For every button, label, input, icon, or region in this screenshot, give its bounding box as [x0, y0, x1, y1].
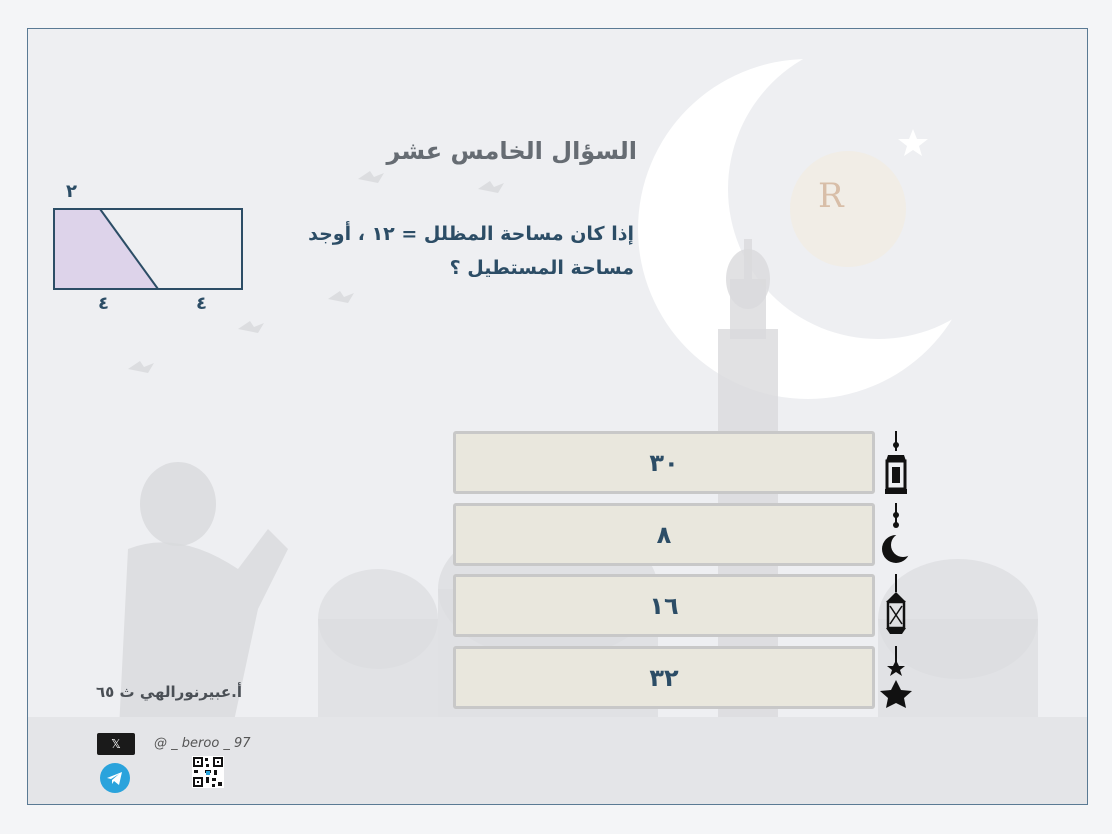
slide-frame	[27, 28, 1088, 805]
answer-option-4-label: ٣٢	[649, 663, 679, 692]
shaded-region	[54, 209, 158, 289]
answer-option-3[interactable]	[453, 574, 875, 637]
question-title: السؤال الخامس عشر	[386, 137, 637, 165]
lantern-icon	[876, 431, 916, 501]
answer-option-1-label: ٣٠	[649, 448, 679, 477]
social-handle: @ _ beroo _ 97	[154, 736, 251, 751]
label-top-width: ٢	[66, 181, 77, 202]
answer-option-2[interactable]	[453, 503, 875, 566]
qr-code-icon[interactable]	[192, 756, 224, 788]
star-icon	[876, 646, 916, 716]
label-bottom-right: ٤	[196, 293, 207, 314]
question-line-1: إذا كان مساحة المظلل = ١٢ ، أوجد	[308, 223, 634, 245]
answer-option-2-label: ٨	[656, 520, 672, 549]
question-line-2: مساحة المستطيل ؟	[449, 257, 634, 279]
hanging-lantern-icon	[876, 574, 916, 644]
answer-option-3-label: ١٦	[649, 591, 679, 620]
answer-option-4[interactable]	[453, 646, 875, 709]
crescent-icon	[876, 503, 916, 573]
author-credit: أ.عبيرنورالهي ث ٦٥	[96, 683, 243, 701]
logo-circle	[790, 151, 906, 267]
answer-option-1[interactable]	[453, 431, 875, 494]
footer-band	[28, 717, 1087, 805]
logo-letter: R	[818, 176, 844, 216]
telegram-icon[interactable]	[99, 762, 131, 794]
question-text	[254, 217, 634, 285]
label-bottom-left: ٤	[98, 293, 109, 314]
x-logo-icon[interactable]: 𝕏	[97, 733, 135, 755]
